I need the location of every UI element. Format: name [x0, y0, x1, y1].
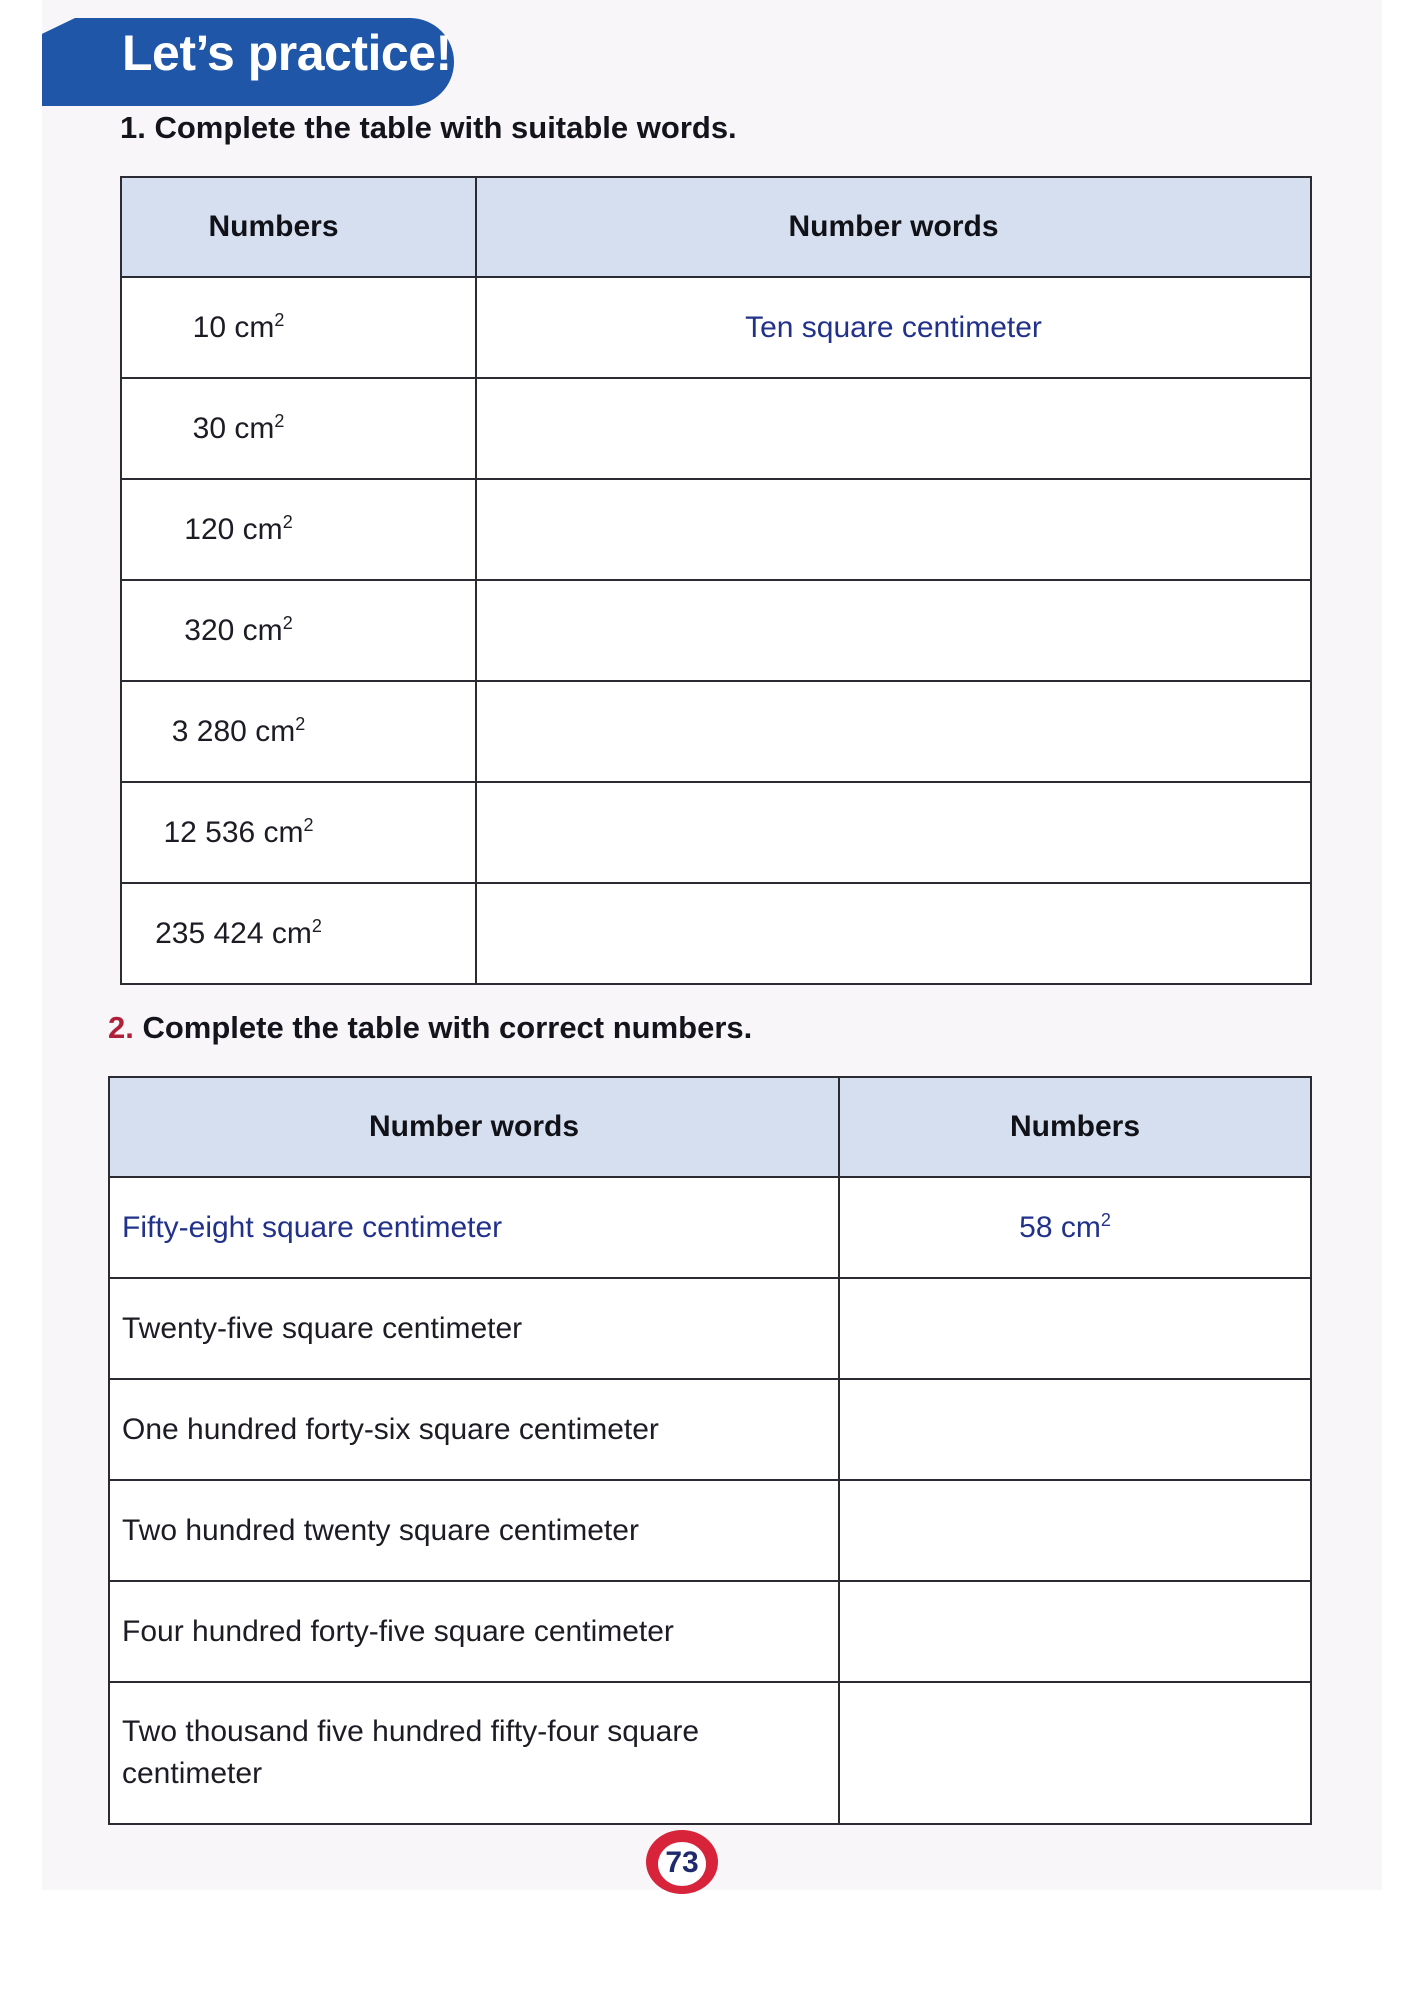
exercise-2-table: [108, 1076, 1312, 1825]
header-numbers: Numbers: [839, 1077, 1311, 1177]
header-number-words: Number words: [476, 177, 1311, 277]
number-words-answer-cell[interactable]: [476, 277, 1311, 378]
number-answer-cell[interactable]: [839, 1278, 1311, 1379]
number-value: 320 $cm^2$: [184, 612, 293, 647]
answer-text: Ten square centimeter: [745, 310, 1042, 344]
table-row: [109, 1480, 1311, 1581]
number-cell[interactable]: [121, 277, 476, 378]
exercise-1-table: [120, 176, 1312, 985]
number-value: 30 $cm^2$: [192, 410, 285, 445]
number-cell[interactable]: [121, 580, 476, 681]
exercise-1-number: 1.: [120, 110, 146, 145]
number-words-answer-cell[interactable]: [476, 883, 1311, 984]
number-words-answer-cell[interactable]: [476, 681, 1311, 782]
number-words-answer-cell[interactable]: [476, 378, 1311, 479]
page-number: 73: [665, 1846, 699, 1879]
table-row: [121, 681, 1311, 782]
number-words-cell: [109, 1480, 839, 1581]
table-row: [121, 378, 1311, 479]
header-number-words: Number words: [109, 1077, 839, 1177]
number-value: 3 280 $cm^2$: [171, 713, 306, 748]
exercise-2-number: 2.: [108, 1010, 134, 1045]
banner-title: Let’s practice!: [122, 25, 452, 81]
number-cell[interactable]: [121, 883, 476, 984]
number-words-text: Twenty-five square centimeter: [122, 1311, 523, 1345]
number-words-answer-cell[interactable]: [476, 479, 1311, 580]
number-answer-cell[interactable]: [839, 1682, 1311, 1824]
number-value: 120 $cm^2$: [184, 511, 293, 546]
table-row: [121, 782, 1311, 883]
table-row: [109, 1379, 1311, 1480]
number-words-text: Fifty-eight square centimeter: [122, 1210, 503, 1244]
table-row: [109, 1278, 1311, 1379]
table-header-row: [121, 177, 1311, 277]
number-words-answer-cell[interactable]: [476, 782, 1311, 883]
number-words-text: Two thousand five hundred fifty-four square centimeter: [122, 1715, 700, 1790]
number-words-cell: [109, 1682, 839, 1824]
header-numbers: Numbers: [121, 177, 476, 277]
page-number-badge: [646, 1830, 718, 1894]
table-row: [121, 277, 1311, 378]
exercise-2-title: [108, 1010, 752, 1046]
table-row: [121, 883, 1311, 984]
table-header-row: [109, 1077, 1311, 1177]
answer-text: 58 $cm^2$: [1019, 1209, 1111, 1244]
exercise-2-instruction: Complete the table with correct numbers.: [142, 1010, 753, 1045]
number-answer-cell[interactable]: [839, 1379, 1311, 1480]
table-row: [109, 1682, 1311, 1824]
number-value: 10 $cm^2$: [192, 309, 285, 344]
number-words-text: Two hundred twenty square centimeter: [122, 1513, 639, 1547]
number-words-text: Four hundred forty-five square centimeter: [122, 1614, 674, 1648]
number-words-cell: [109, 1177, 839, 1278]
table-row: [121, 580, 1311, 681]
exercise-1-instruction: Complete the table with suitable words.: [154, 110, 737, 145]
number-words-cell: [109, 1379, 839, 1480]
table-row: [109, 1581, 1311, 1682]
number-answer-cell[interactable]: [839, 1480, 1311, 1581]
number-answer-cell[interactable]: [839, 1581, 1311, 1682]
table-row: [121, 479, 1311, 580]
number-words-answer-cell[interactable]: [476, 580, 1311, 681]
number-words-cell: [109, 1581, 839, 1682]
table-row: [109, 1177, 1311, 1278]
number-cell[interactable]: [121, 479, 476, 580]
number-words-text: One hundred forty-six square centimeter: [122, 1412, 659, 1446]
number-value: 235 424 $cm^2$: [155, 915, 322, 950]
number-value: 12 536 $cm^2$: [163, 814, 314, 849]
number-words-cell: [109, 1278, 839, 1379]
number-cell[interactable]: [121, 378, 476, 479]
number-answer-cell[interactable]: [839, 1177, 1311, 1278]
number-cell[interactable]: [121, 782, 476, 883]
number-cell[interactable]: [121, 681, 476, 782]
exercise-1-title: [120, 110, 737, 146]
